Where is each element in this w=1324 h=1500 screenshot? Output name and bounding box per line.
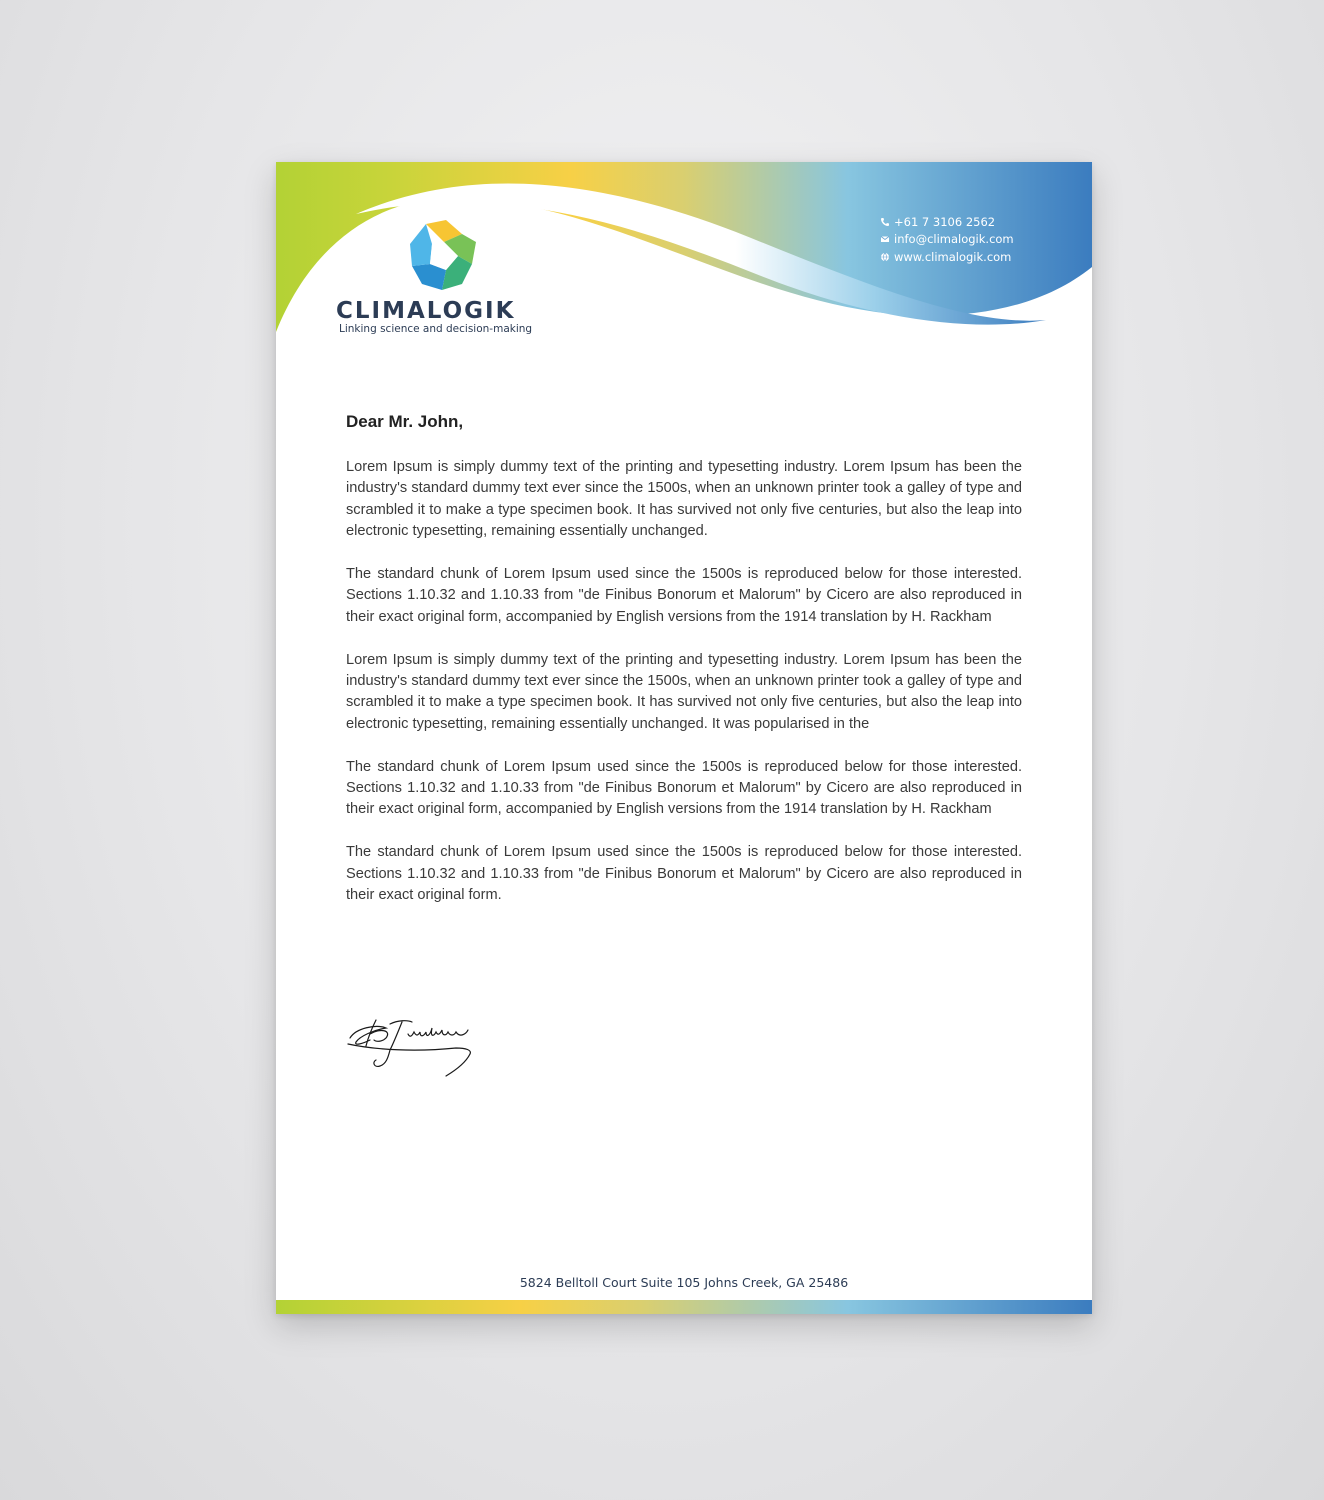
letter-greeting: Dear Mr. John, (346, 412, 464, 431)
contact-email (880, 231, 1014, 249)
phone-icon (880, 217, 890, 227)
phone-number[interactable]: +61 7 3106 2562 (894, 214, 996, 229)
mail-icon (880, 234, 890, 244)
footer-address: 5824 Belltoll Court Suite 105 Johns Creek, GA 25486 (519, 1275, 849, 1290)
contact-phone (880, 213, 1014, 231)
letterhead-page (276, 162, 1092, 1314)
letter-body (346, 457, 1022, 928)
footer-gradient-bar (276, 1300, 1092, 1314)
body-paragraph: The standard chunk of Lorem Ipsum used since the 1500s is reproduced below for those interested. Sections 1.10.32 and 1.10.33 from "de Finibus Bonorum et Malorum" by Cicero are also reproduced in their exact original form, accompanied by English versions from the 1914 translation by H. Rackham (346, 758, 1022, 818)
globe-icon (880, 252, 890, 262)
body-paragraph: Lorem Ipsum is simply dummy text of the printing and typesetting industry. Lorem Ipsum has been the industry's standard dummy text ever since the 1500s, when an unknown printer took a galley of type and scrambled it to make a type specimen book. It has survived not only five centuries, but also the leap into electronic typesetting, remaining essentially unchanged. (346, 459, 1022, 540)
handwritten-signature (346, 1014, 476, 1080)
brand-name: CLIMALOGIK (336, 298, 516, 324)
contact-block (880, 213, 1014, 266)
contact-website (880, 248, 1014, 266)
website-link[interactable]: www.climalogik.com (894, 249, 1012, 264)
email-link[interactable]: info@climalogik.com (894, 232, 1014, 247)
brand-tagline: Linking science and decision-making (339, 323, 533, 335)
body-paragraph: The standard chunk of Lorem Ipsum used since the 1500s is reproduced below for those interested. Sections 1.10.32 and 1.10.33 from "de Finibus Bonorum et Malorum" by Cicero are also reproduced in their exact original form, accompanied by English versions from the 1914 translation by H. Rackham (346, 566, 1022, 625)
body-paragraph: The standard chunk of Lorem Ipsum used since the 1500s is reproduced below for those interested. Sections 1.10.32 and 1.10.33 from "de Finibus Bonorum et Malorum" by Cicero are also reproduced in their exact original form. (346, 844, 1022, 904)
body-paragraph: Lorem Ipsum is simply dummy text of the printing and typesetting industry. Lorem Ipsum has been the industry's standard dummy text ever since the 1500s, when an unknown printer took a galley of type and scrambled it to make a type specimen book. It has survived not only five centuries, but also the leap into electronic typesetting, remaining essentially unchanged. It was popularised in the (346, 651, 1022, 732)
logo-icon (406, 220, 482, 290)
